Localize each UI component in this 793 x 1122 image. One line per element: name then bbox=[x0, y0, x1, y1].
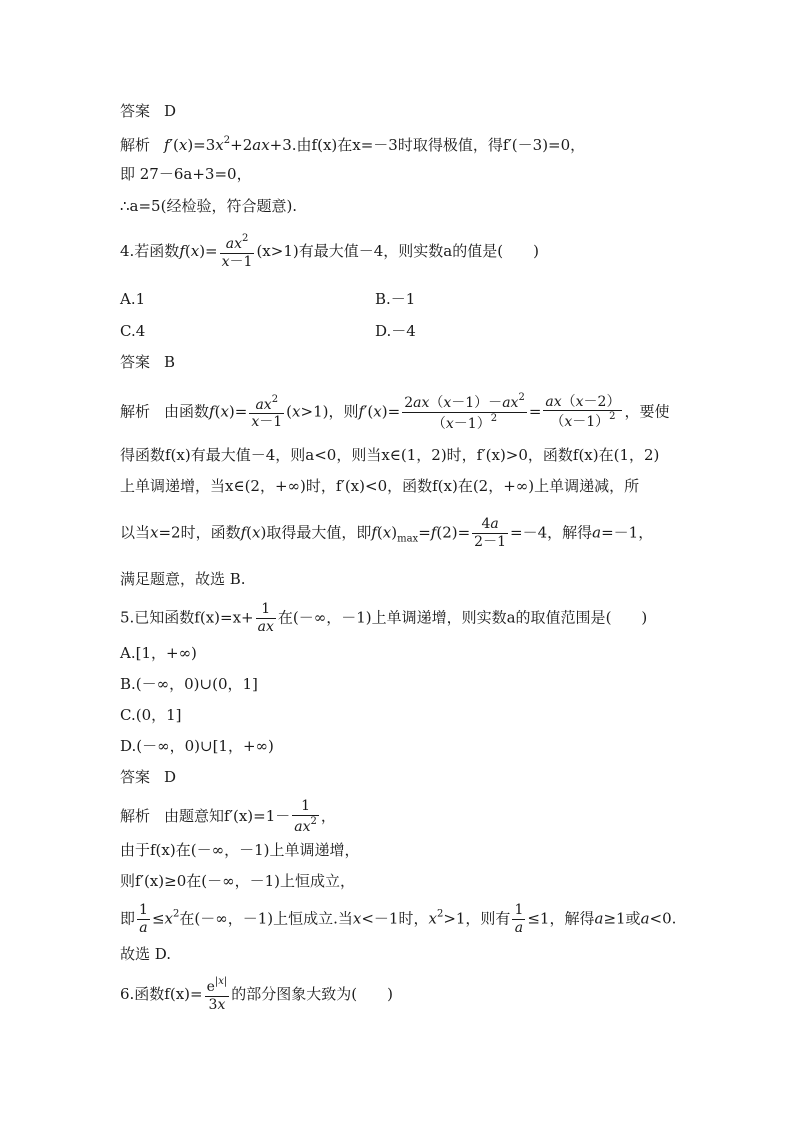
answer-value: B bbox=[164, 353, 176, 371]
q3-answer-line bbox=[120, 104, 176, 119]
fraction: $\frac{ax^2}{x-1}$ bbox=[221, 233, 253, 270]
q4-answer-line bbox=[120, 355, 175, 370]
q4-option-a: A.1 bbox=[120, 290, 146, 308]
q5-solution-line-5: 故选 D. bbox=[120, 945, 172, 963]
q5-stem: 5.已知函数f(x)=x+ $\frac{1}{ax}$ 在(－∞，－1)上单调递增，则实数a的取值范围是( ) bbox=[120, 601, 648, 635]
q4-solution-line-1: 解析 由函数f(x)= $\frac{ax^2}{x-1}$ (x>1)，则f′(x)= $\frac{2ax(x-1)-ax^2}{(x-1)^2}$ = $\frac{ax(x-2)}{(x-1)^2}$ ，要使 bbox=[120, 392, 670, 432]
q4-solution-line-2: 得函数f(x)有最大值－4，则a<0，则当x∈(1，2)时，f′(x)>0，函数f(x)在(1，2) bbox=[120, 446, 660, 464]
fraction: $\frac{4a}{2-1}$ bbox=[474, 516, 506, 550]
fraction: $\frac{1}{ax^2}$ bbox=[294, 798, 317, 835]
q5-answer-line bbox=[120, 770, 176, 785]
fraction: $\frac{1}{a}$ bbox=[139, 902, 148, 936]
q5-solution-line-4: 即 $\frac{1}{a}$ $\le x^2$在(－∞，－1)上恒成立.当x<－1时，$x^2>1$，则有 $\frac{1}{a}$ ≤1，解得a≥1或a<0. bbox=[120, 902, 677, 936]
analysis-label: 解析 bbox=[120, 806, 151, 825]
fraction: $\frac{ax(x-2)}{(x-1)^2}$ bbox=[545, 393, 621, 431]
analysis-label: 解析 bbox=[120, 136, 151, 154]
q4-option-c: C.4 bbox=[120, 322, 146, 340]
q3-solution-line-3: ∴a=5(经检验，符合题意). bbox=[120, 197, 298, 215]
q4-option-b: B.－1 bbox=[375, 290, 416, 308]
q3-solution-line-1: 解析 $f'(x)=3x^2+2ax+3$.由f(x)在x=－3时取得极值，得f′(－3)=0， bbox=[120, 135, 586, 154]
q5-solution-line-3: 则f′(x)≥0在(－∞，－1)上恒成立， bbox=[120, 872, 355, 890]
fraction: $\frac{1}{a}$ bbox=[514, 902, 524, 936]
math-fprime: $f'(x)=3x^2+2ax+3$ bbox=[164, 135, 292, 154]
answer-value: D bbox=[164, 102, 177, 120]
fraction: $\frac{e^{|x|}}{3x}$ bbox=[206, 976, 228, 1013]
answer-label: 答案 bbox=[120, 768, 151, 786]
q4-option-d: D.－4 bbox=[375, 322, 416, 340]
analysis-label: 解析 bbox=[120, 402, 151, 421]
q4-solution-line-3: 上单调递增，当x∈(2，+∞)时，f′(x)<0，函数f(x)在(2，+∞)上单调递减，所 bbox=[120, 477, 640, 495]
q3-solution-line-2: 即 27－6a+3=0， bbox=[120, 165, 252, 183]
q5-option-b: B.(－∞，0)∪(0，1] bbox=[120, 675, 258, 693]
answer-value: D bbox=[164, 768, 177, 786]
answer-label: 答案 bbox=[120, 353, 151, 371]
q5-option-c: C.(0，1] bbox=[120, 706, 182, 724]
q4-solution-line-4: 以当x=2时，函数f(x)取得最大值，即$f(x)_{max}=f(2)=$ $\frac{4a}{2-1}$ =－4，解得a=－1， bbox=[120, 516, 654, 550]
q5-option-a: A.[1，+∞) bbox=[120, 644, 197, 662]
q4-stem: 4.若函数f(x)= $\frac{ax^2}{x-1}$ (x>1)有最大值－4，则实数a的值是( ) bbox=[120, 233, 539, 270]
answer-label: 答案 bbox=[120, 102, 151, 120]
q6-stem: 6.函数f(x)= $\frac{e^{|x|}}{3x}$ 的部分图象大致为( ) bbox=[120, 976, 394, 1013]
q4-solution-line-5: 满足题意，故选 B. bbox=[120, 570, 246, 588]
q5-option-d: D.(－∞，0)∪[1，+∞) bbox=[120, 737, 274, 755]
q5-solution-line-1: 解析 由题意知f′(x)=1－ $\frac{1}{ax^2}$ ， bbox=[120, 798, 336, 835]
fraction: $\frac{1}{ax}$ bbox=[257, 601, 274, 635]
q5-solution-line-2: 由于f(x)在(－∞，－1)上单调递增， bbox=[120, 841, 360, 859]
fraction: $\frac{ax^2}{x-1}$ bbox=[251, 393, 283, 431]
fraction: $\frac{2ax(x-1)-ax^2}{(x-1)^2}$ bbox=[404, 392, 525, 432]
